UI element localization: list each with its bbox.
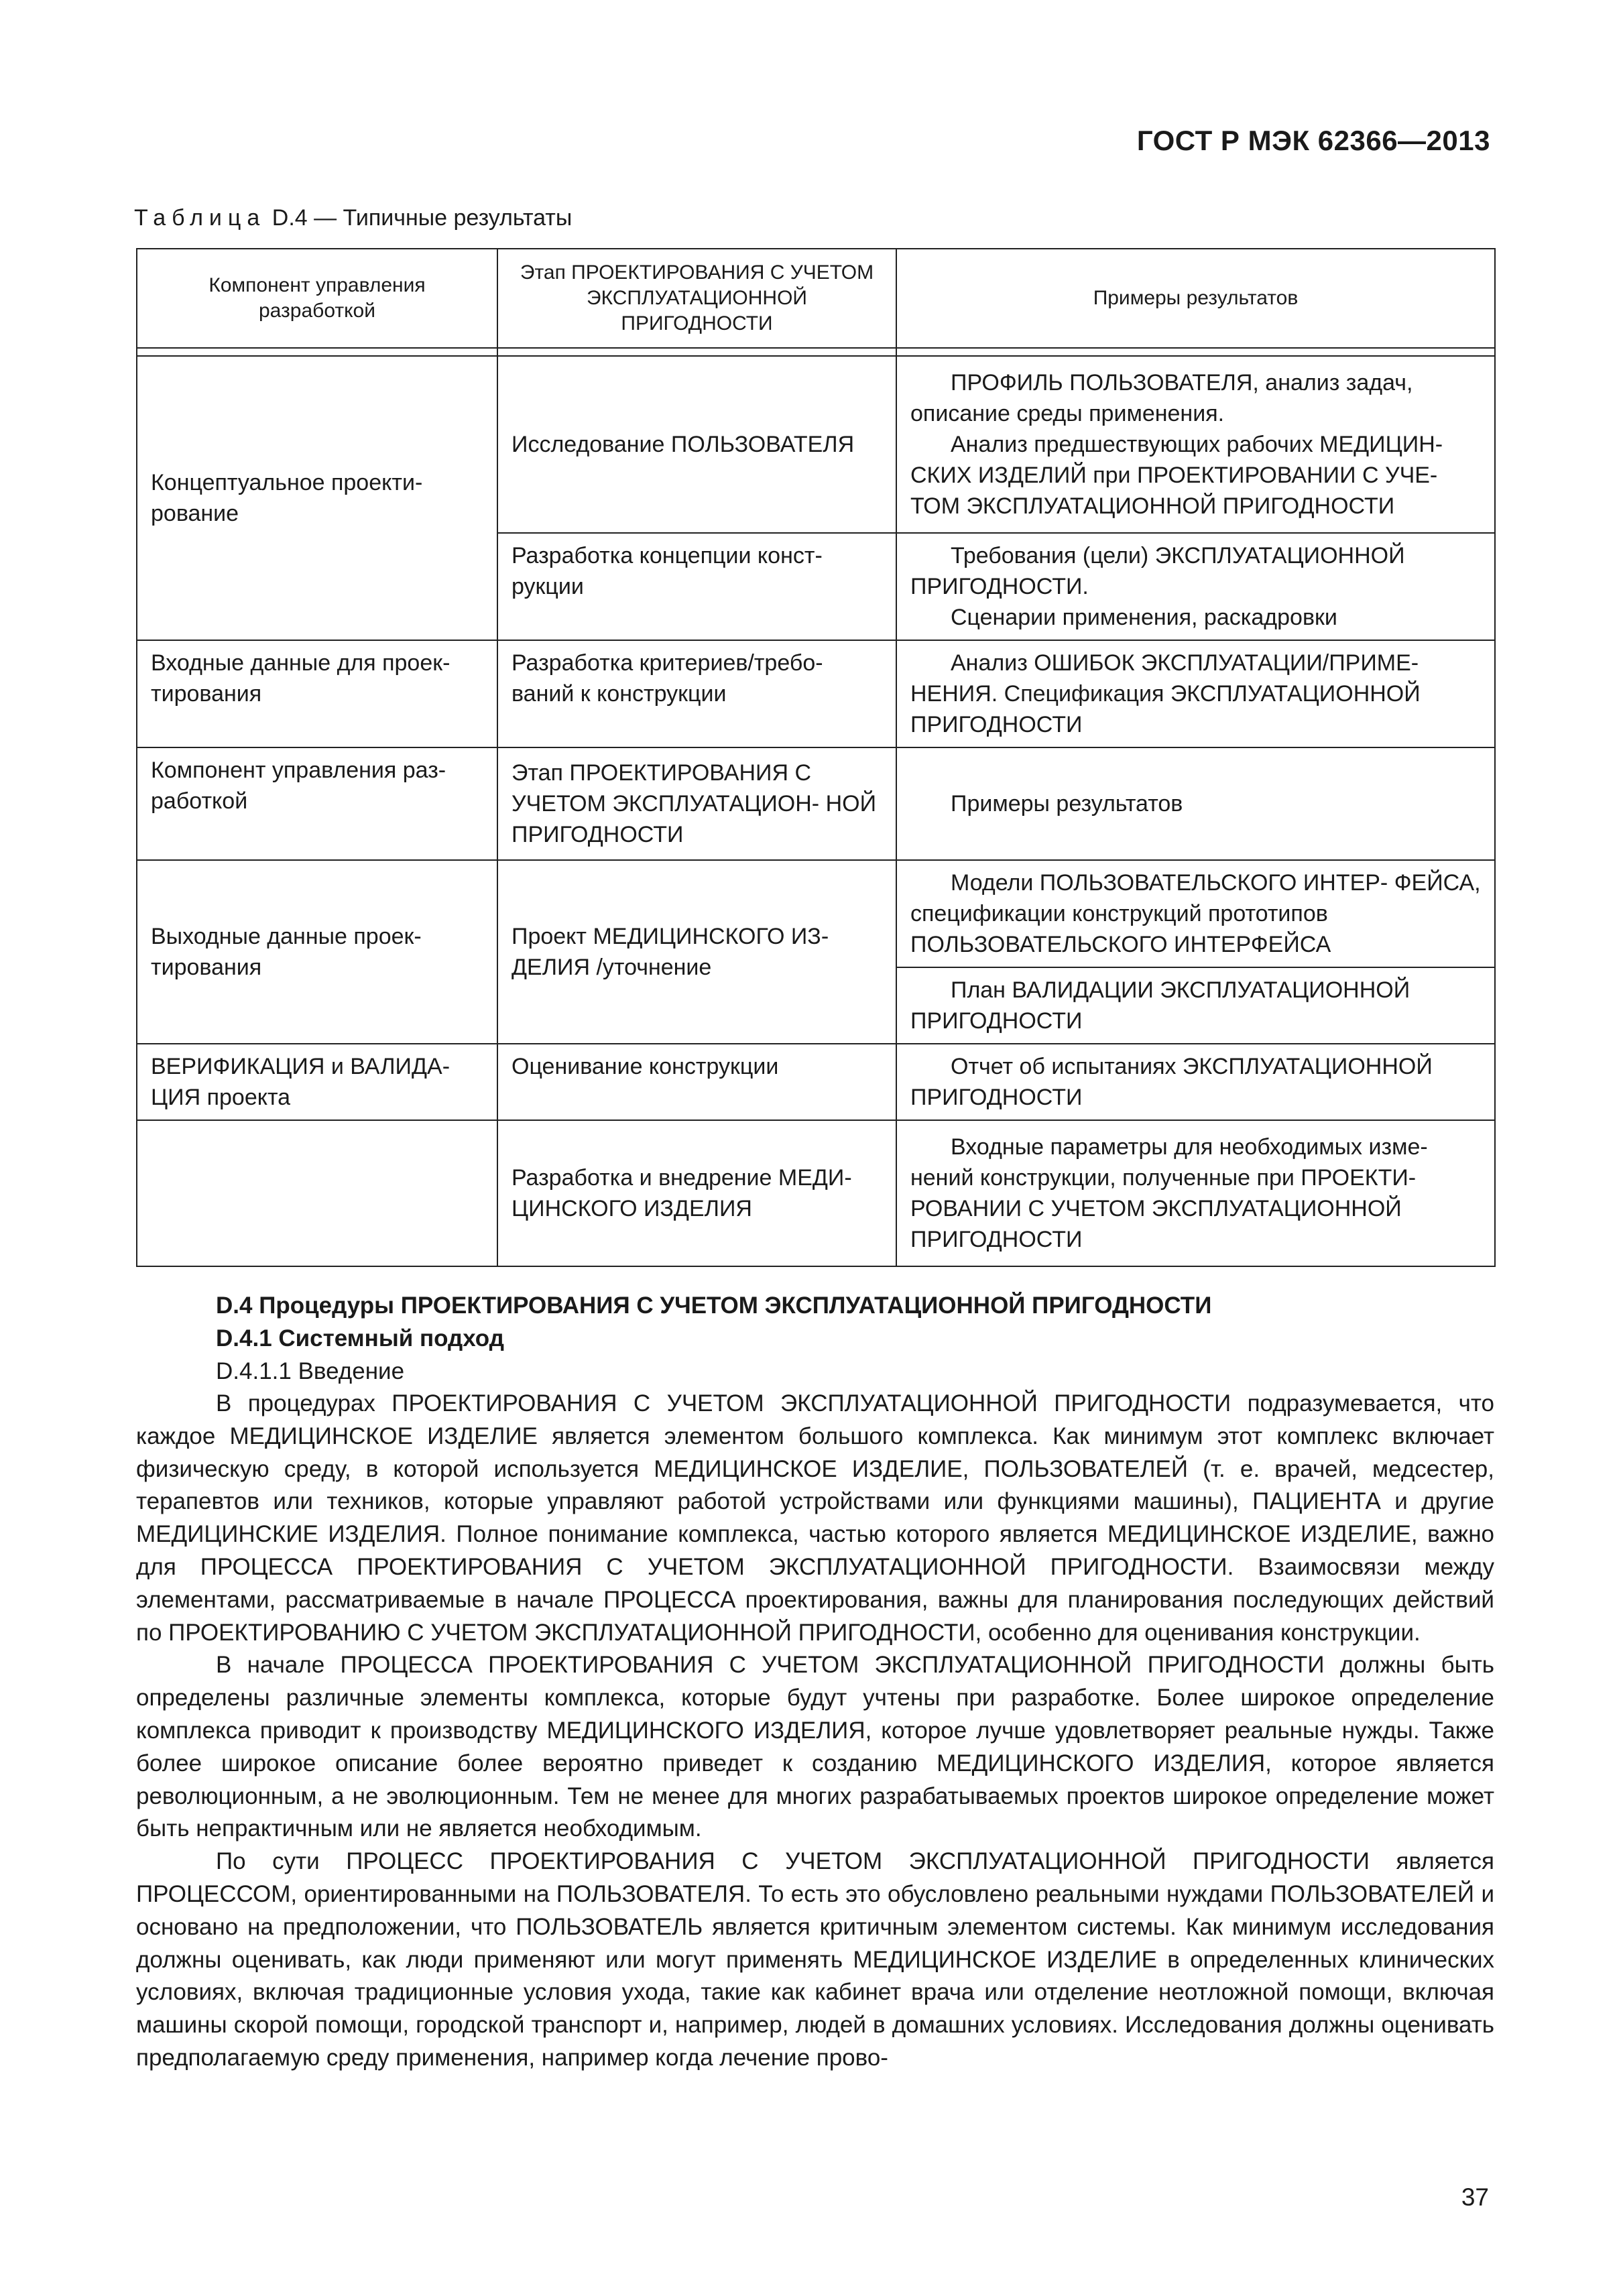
cell-stage: Оценивание конструкции: [497, 1044, 896, 1120]
table-caption: [134, 205, 572, 231]
results-table: [136, 248, 1496, 1267]
cell-examples-part: Требования (цели) ЭКСПЛУАТАЦИОННОЙ ПРИГОДНОСТИ.: [910, 543, 1405, 599]
cell-examples-part: План ВАЛИДАЦИИ ЭКСПЛУАТАЦИОННОЙ ПРИГОДНОСТИ: [910, 977, 1410, 1034]
cell-stage: Разработка критериев/требо- ваний к конструкции: [497, 640, 896, 747]
header-separator: [137, 348, 1495, 356]
table-row: [137, 640, 1495, 747]
section-headings: [216, 1290, 1495, 1388]
cell-examples-part: Анализ предшествующих рабочих МЕДИЦИН- СКИХ ИЗДЕЛИЙ при ПРОЕКТИРОВАНИИ С УЧЕ- ТОМ ЭКСПЛУАТАЦИОННОЙ ПРИГОДНОСТИ: [910, 432, 1443, 519]
cell-component: Концептуальное проекти- рование: [137, 356, 497, 640]
cell-examples: [896, 640, 1495, 747]
header-component: Компонент управления разработкой: [137, 249, 497, 348]
paragraph: В начале ПРОЦЕССА ПРОЕКТИРОВАНИЯ С УЧЕТОМ ЭКСПЛУАТАЦИОННОЙ ПРИГОДНОСТИ должны быть определены различные элементы комплекса, которые будут учтены при разработке. Более широкое определение комплекса приводит к производству МЕДИЦИНСКОГО ИЗДЕЛИЯ, которое лучше удовлетворяет реальные нужды. Также более широкое описание более вероятно приведет к созданию МЕДИЦИНСКОГО ИЗДЕЛИЯ, которое является революционным, а не эволюционным. Тем не менее для многих разрабатываемых проектов широкое определение может быть непрактичным или не является необходимым.: [136, 1652, 1494, 1842]
cell-stage: Разработка и внедрение МЕДИ- ЦИНСКОГО ИЗДЕЛИЯ: [497, 1120, 896, 1266]
cell-examples-part: ПРОФИЛЬ ПОЛЬЗОВАТЕЛЯ, анализ задач, описание среды применения.: [910, 370, 1413, 426]
cell-stage: Разработка концепции конст- рукции: [497, 533, 896, 640]
header-examples: Примеры результатов: [896, 249, 1495, 348]
cell-stage: Исследование ПОЛЬЗОВАТЕЛЯ: [497, 356, 896, 533]
paragraph: По сути ПРОЦЕСС ПРОЕКТИРОВАНИЯ С УЧЕТОМ ЭКСПЛУАТАЦИОННОЙ ПРИГОДНОСТИ является ПРОЦЕССОМ, ориентированными на ПОЛЬЗОВАТЕЛЯ. То есть это обусловлено реальными нуждами ПОЛЬЗОВАТЕЛЕЙ и основано на предположении, что ПОЛЬЗОВАТЕЛЬ является критичным элементом системы. Как минимум исследования должны оценивать, как люди применяют или могут применять МЕДИЦИНСКОЕ ИЗДЕЛИЕ в определенных клинических условиях, включая традиционные условия ухода, такие как кабинет врача или отделение неотложной помощи, включая машины скорой помощи, городской транспорт и, например, людей в домашних условиях. Исследования должны оценивать предполагаемую среду применения, например когда лечение прово-: [136, 1848, 1494, 2071]
caption-prefix: Таблица: [134, 205, 266, 231]
table-header-row: [137, 249, 1495, 348]
cell-component: [137, 1120, 497, 1266]
cell-examples: [896, 967, 1495, 1044]
cell-examples-part: Анализ ОШИБОК ЭКСПЛУАТАЦИИ/ПРИМЕ- НЕНИЯ. Спецификация ЭКСПЛУАТАЦИОННОЙ ПРИГОДНОСТИ: [910, 650, 1421, 737]
cell-examples: [896, 356, 1495, 533]
cell-examples: [896, 747, 1495, 860]
cell-stage: Проект МЕДИЦИНСКОГО ИЗ- ДЕЛИЯ /уточнение: [497, 860, 896, 1044]
header-stage: Этап ПРОЕКТИРОВАНИЯ С УЧЕТОМ ЭКСПЛУАТАЦИОННОЙ ПРИГОДНОСТИ: [497, 249, 896, 348]
subsubsection-heading: D.4.1.1 Введение: [216, 1357, 405, 1384]
table-row: [137, 1044, 1495, 1120]
cell-examples-part: Отчет об испытаниях ЭКСПЛУАТАЦИОННОЙ ПРИГОДНОСТИ: [910, 1054, 1433, 1110]
caption-rest: D.4 — Типичные результаты: [265, 205, 573, 231]
table-row: [137, 747, 1495, 860]
cell-component: Компонент управления раз- работкой: [137, 747, 497, 860]
cell-examples-part: Примеры результатов: [951, 791, 1183, 817]
cell-examples: [896, 1044, 1495, 1120]
cell-examples-part: Модели ПОЛЬЗОВАТЕЛЬСКОГО ИНТЕР- ФЕЙСА, спецификации конструкций прототипов ПОЛЬЗОВАТЕЛЬСКОГО ИНТЕРФЕЙСА: [910, 870, 1481, 957]
cell-component: Выходные данные проек- тирования: [137, 860, 497, 1044]
cell-examples-part: Сценарии применения, раскадровки: [951, 605, 1337, 630]
cell-component: ВЕРИФИКАЦИЯ и ВАЛИДА- ЦИЯ проекта: [137, 1044, 497, 1120]
cell-component: Входные данные для проек- тирования: [137, 640, 497, 747]
paragraph: В процедурах ПРОЕКТИРОВАНИЯ С УЧЕТОМ ЭКСПЛУАТАЦИОННОЙ ПРИГОДНОСТИ подразумевается, что каждое МЕДИЦИНСКОЕ ИЗДЕЛИЕ является элементом большого комплекса. Как минимум этот комплекс включает физическую среду, в которой используется МЕДИЦИНСКОЕ ИЗДЕЛИЕ, ПОЛЬЗОВАТЕЛЕЙ (т. е. врачей, медсестер, терапевтов или техников, которые управляют работой устройствами или функциями машины), ПАЦИЕНТА и другие МЕДИЦИНСКИЕ ИЗДЕЛИЯ. Полное понимание комплекса, частью которого является МЕДИЦИНСКОЕ ИЗДЕЛИЕ, важно для ПРОЦЕССА ПРОЕКТИРОВАНИЯ С УЧЕТОМ ЭКСПЛУАТАЦИОННОЙ ПРИГОДНОСТИ. Взаимосвязи между элементами, рассматриваемые в начале ПРОЦЕССА проектирования, важны для планирования последующих действий по ПРОЕКТИРОВАНИЮ С УЧЕТОМ ЭКСПЛУАТАЦИОННОЙ ПРИГОДНОСТИ, особенно для оценивания конструкции.: [136, 1390, 1494, 1646]
section-heading: D.4 Процедуры ПРОЕКТИРОВАНИЯ С УЧЕТОМ ЭКСПЛУАТАЦИОННОЙ ПРИГОДНОСТИ: [216, 1292, 1212, 1319]
table-row: [137, 1120, 1495, 1266]
page-number: 37: [1461, 2183, 1489, 2211]
cell-examples: [896, 1120, 1495, 1266]
table-row: [137, 860, 1495, 967]
subsection-heading: D.4.1 Системный подход: [216, 1325, 504, 1351]
cell-examples-part: Входные параметры для необходимых изме- нений конструкции, полученные при ПРОЕКТИ- РОВАНИИ С УЧЕТОМ ЭКСПЛУАТАЦИОННОЙ ПРИГОДНОСТИ: [910, 1134, 1428, 1252]
cell-examples: [896, 533, 1495, 640]
cell-examples: [896, 860, 1495, 967]
cell-stage: Этап ПРОЕКТИРОВАНИЯ С УЧЕТОМ ЭКСПЛУАТАЦИОН- НОЙ ПРИГОДНОСТИ: [497, 747, 896, 860]
table-row: [137, 356, 1495, 533]
body-paragraphs: [136, 1388, 1494, 2075]
standard-designation: ГОСТ Р МЭК 62366—2013: [1136, 125, 1490, 156]
